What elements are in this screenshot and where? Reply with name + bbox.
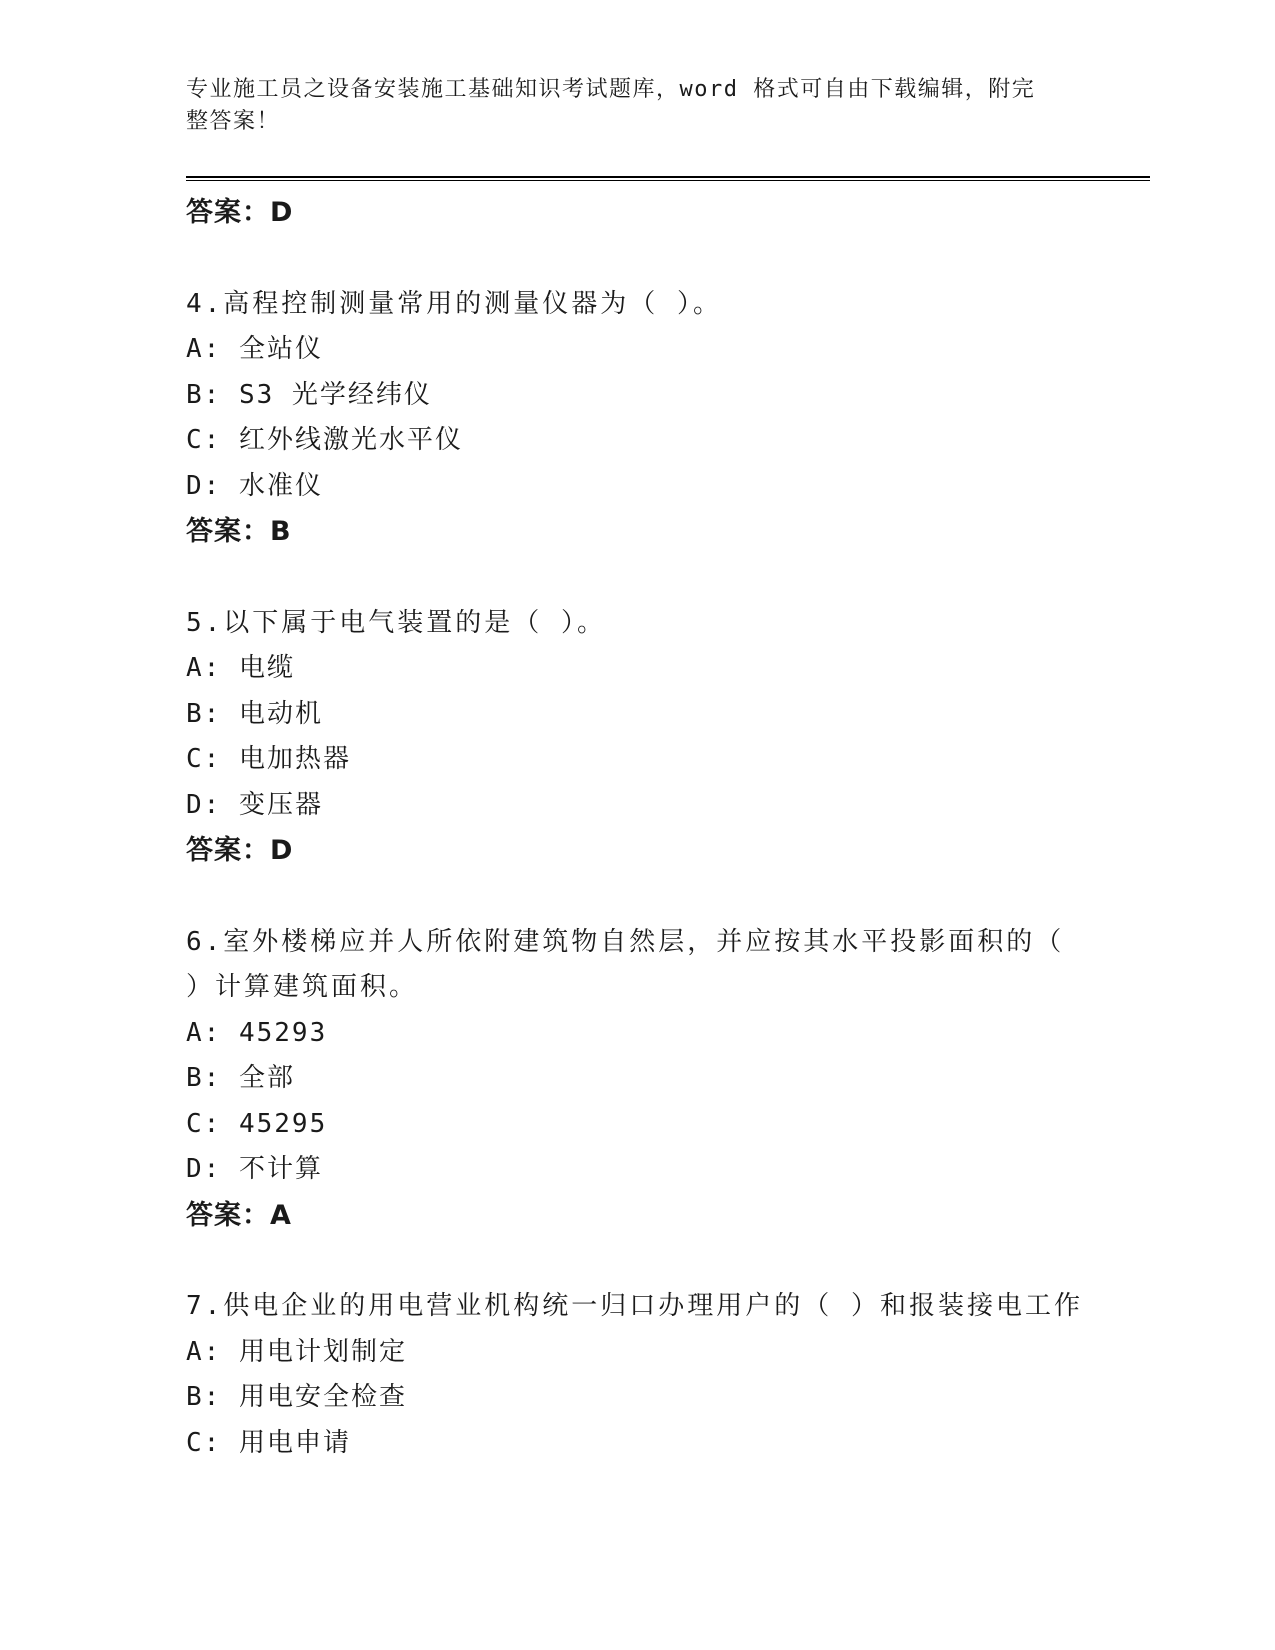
option-a: A: 电缆 <box>186 653 295 683</box>
option-a: A: 45293 <box>186 1017 328 1048</box>
spacer <box>186 555 1146 601</box>
option-d: D: 变压器 <box>186 789 323 820</box>
question-title: 4.高程控制测量常用的测量仪器为（ ）。 <box>186 288 722 319</box>
header-line-1: 专业施工员之设备安装施工基础知识考试题库，word 格式可自由下载编辑，附完 <box>186 77 1036 102</box>
option-c: C: 用电申请 <box>186 1427 351 1458</box>
document-header <box>186 74 1066 138</box>
question-7 <box>186 1284 1146 1466</box>
question-title: 5.以下属于电气装置的是（ ）。 <box>186 607 606 638</box>
question-6 <box>186 920 1146 1239</box>
answer: 答案：B <box>186 516 292 547</box>
question-title: 7.供电企业的用电营业机构统一归口办理用户的（ ）和报装接电工作 <box>186 1291 1083 1321</box>
option-a: A: 全站仪 <box>186 334 323 364</box>
option-b: B: 全部 <box>186 1063 295 1093</box>
spacer <box>186 874 1146 920</box>
option-d: D: 不计算 <box>186 1154 323 1184</box>
option-b: B: 电动机 <box>186 698 323 729</box>
answer: 答案：A <box>186 1199 292 1231</box>
option-b: B: 用电安全检查 <box>186 1382 407 1412</box>
prev-answer: 答案：D <box>186 197 294 228</box>
question-4 <box>186 282 1146 555</box>
option-c: C: 红外线激光水平仪 <box>186 425 463 455</box>
option-c: C: 45295 <box>186 1108 328 1139</box>
option-d: D: 水准仪 <box>186 470 323 501</box>
question-list <box>186 190 1146 1466</box>
spacer <box>186 1238 1146 1284</box>
question-5 <box>186 601 1146 874</box>
option-c: C: 电加热器 <box>186 744 351 774</box>
option-a: A: 用电计划制定 <box>186 1336 407 1367</box>
question-title-line-2: ）计算建筑面积。 <box>186 972 419 1002</box>
header-line-2: 整答案！ <box>186 109 281 134</box>
option-b: B: S3 光学经纬仪 <box>186 379 432 410</box>
answer: 答案：D <box>186 835 294 866</box>
spacer <box>186 236 1146 282</box>
question-title-line-1: 6.室外楼梯应并人所依附建筑物自然层，并应按其水平投影面积的（ <box>186 926 1065 957</box>
header-divider <box>186 176 1150 181</box>
